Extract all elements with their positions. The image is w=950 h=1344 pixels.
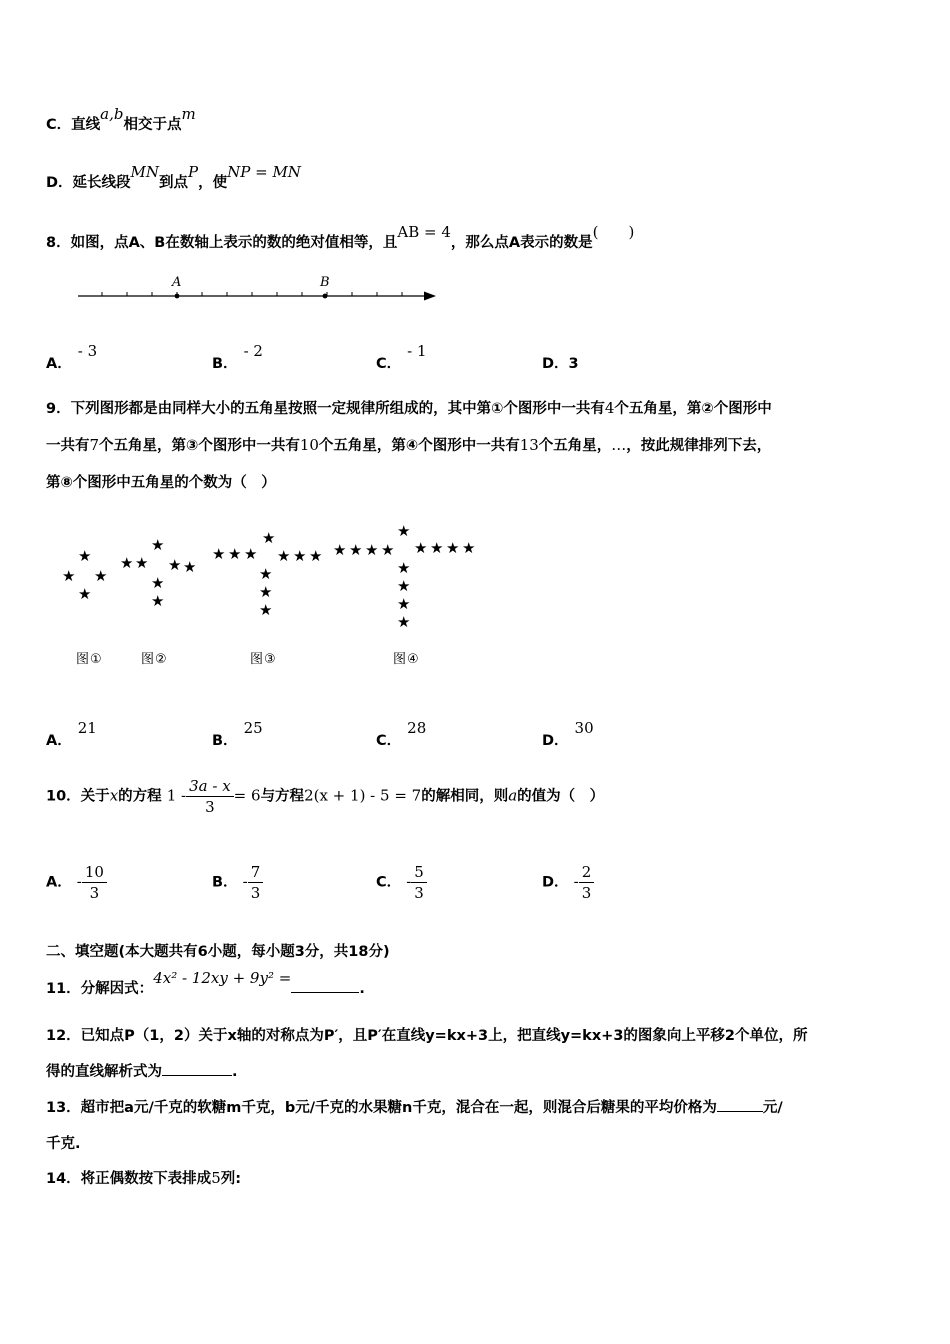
- star: ★: [259, 601, 273, 619]
- point-b: [323, 294, 328, 299]
- q10-stem: 10．关于x的方程 1 - $\frac{3a - x}{3}$ = 6与方程2(x + 1) - 5 = 7的解相同，则a的值为（ ）: [46, 777, 605, 816]
- star: ★: [183, 558, 197, 576]
- star: ★: [244, 545, 258, 563]
- q13-line-1: 13．超市把a元/千克的软糖m千克，b元/千克的水果糖n千克，混合在一起，则混合后糖果的平均价格为 元/: [46, 1100, 783, 1116]
- label-a: A: [172, 275, 182, 290]
- figure-label-4: 图④: [393, 652, 420, 667]
- star: ★: [212, 545, 226, 563]
- star: ★: [135, 554, 149, 572]
- q10-fraction: $\frac{3a - x}{3}$: [186, 776, 234, 817]
- q9-option-d[interactable]: D．30: [542, 719, 594, 749]
- q13-line-2: 千克.: [46, 1136, 81, 1152]
- q8-option-c[interactable]: C．- 1: [376, 342, 427, 372]
- q9-option-b[interactable]: B．25: [212, 719, 263, 749]
- star: ★: [365, 541, 379, 559]
- q10-option-d[interactable]: D． - $\frac{2}{3}$: [542, 862, 594, 903]
- star: ★: [120, 554, 134, 572]
- figure-label-3: 图③: [250, 652, 277, 667]
- star: ★: [62, 567, 76, 585]
- q8-stem: 8．如图，点A、B在数轴上表示的数的绝对值相等，且AB = 4，那么点A表示的数是( ): [46, 223, 635, 251]
- q8-option-d[interactable]: D．3: [542, 356, 579, 372]
- q9-line-2: 一共有7个五角星，第③个图形中一共有10个五角星，第④个图形中一共有13个五角星，…，按此规律排列下去，: [46, 436, 772, 454]
- star: ★: [228, 545, 242, 563]
- q9-option-c[interactable]: C．28: [376, 719, 427, 749]
- star: ★: [277, 547, 291, 565]
- star: ★: [151, 536, 165, 554]
- star: ★: [333, 541, 347, 559]
- q9-line-3: 第⑧个图形中五角星的个数为（ ）: [46, 475, 276, 491]
- q12-answer-blank[interactable]: [162, 1075, 232, 1076]
- star: ★: [446, 539, 460, 557]
- q9-line-1: 9．下列图形都是由同样大小的五角星按照一定规律所组成的，其中第①个图形中一共有4个五角星，第②个图形中: [46, 399, 772, 417]
- star: ★: [262, 529, 276, 547]
- star: ★: [397, 595, 411, 613]
- star: ★: [430, 539, 444, 557]
- star: ★: [293, 547, 307, 565]
- star: ★: [151, 574, 165, 592]
- star: ★: [94, 567, 108, 585]
- star: ★: [397, 577, 411, 595]
- q13-answer-blank[interactable]: [717, 1111, 763, 1112]
- q11-answer-blank[interactable]: [291, 992, 359, 993]
- q9-option-a[interactable]: A．21: [46, 719, 97, 749]
- star: ★: [397, 559, 411, 577]
- q10-option-a[interactable]: A． - $\frac{10}{3}$: [46, 862, 107, 903]
- q14: 14．将正偶数按下表排成5列:: [46, 1169, 242, 1187]
- q7-option-d: D．延长线段MN到点P，使NP = MN: [46, 163, 301, 191]
- star: ★: [259, 565, 273, 583]
- q7-option-c: C．直线a,b相交于点m: [46, 105, 196, 133]
- star: ★: [78, 585, 92, 603]
- star: ★: [349, 541, 363, 559]
- star: ★: [259, 583, 273, 601]
- star: ★: [462, 539, 476, 557]
- star: ★: [397, 522, 411, 540]
- number-line: [76, 272, 440, 306]
- star: ★: [78, 547, 92, 565]
- q11: 11．分解因式：4x² - 12xy + 9y² =.: [46, 969, 365, 997]
- q10-option-b[interactable]: B． - $\frac{7}{3}$: [212, 862, 263, 903]
- q10-option-c[interactable]: C． - $\frac{5}{3}$: [376, 862, 427, 903]
- label-b: B: [320, 275, 330, 290]
- star: ★: [397, 613, 411, 631]
- q12-line-2: 得的直线解析式为 .: [46, 1064, 238, 1080]
- q8-option-a[interactable]: A．- 3: [46, 342, 98, 372]
- star: ★: [168, 556, 182, 574]
- figure-label-2: 图②: [141, 652, 168, 667]
- figure-label-1: 图①: [76, 652, 103, 667]
- star: ★: [414, 539, 428, 557]
- star: ★: [151, 592, 165, 610]
- star: ★: [381, 541, 395, 559]
- point-a: [175, 294, 180, 299]
- q12-line-1: 12．已知点P（1，2）关于x轴的对称点为P′，且P′在直线y=kx+3上，把直线y=kx+3的图象向上平移2个单位，所: [46, 1028, 808, 1044]
- star: ★: [309, 547, 323, 565]
- section-heading: 二、填空题(本大题共有6小题，每小题3分，共18分): [46, 944, 390, 960]
- q8-option-b[interactable]: B．- 2: [212, 342, 263, 372]
